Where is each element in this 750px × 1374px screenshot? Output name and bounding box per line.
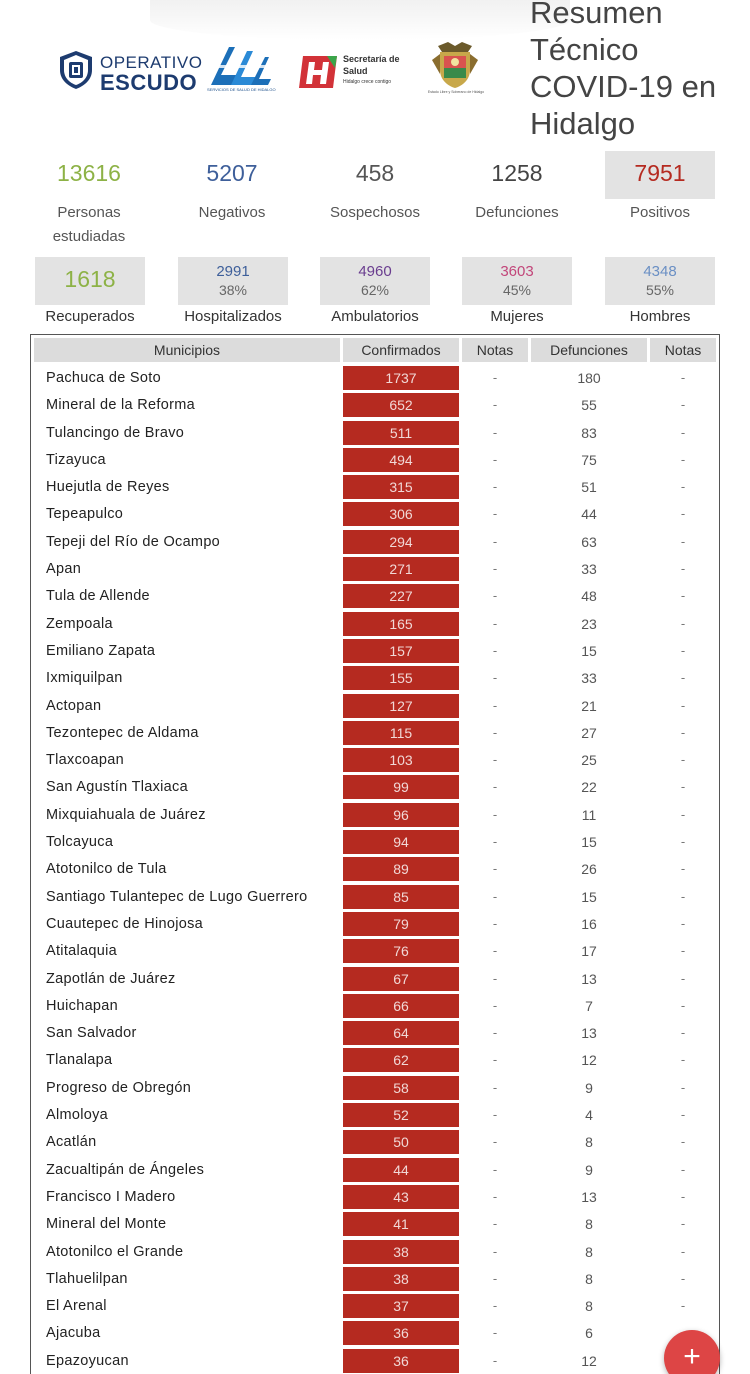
salud-logo-line3: Hidalgo crece contigo [343, 79, 392, 85]
cell-confirmados: 85 [343, 885, 459, 909]
cell-notas: - [492, 806, 498, 822]
cell-defunciones: 8 [585, 1270, 593, 1287]
cell-defunciones: 83 [581, 424, 597, 441]
cell-notas-2: - [680, 915, 686, 931]
cell-confirmados: 155 [343, 666, 459, 690]
cell-notas: - [492, 533, 498, 549]
cell-defunciones: 15 [581, 834, 597, 851]
cell-confirmados: 50 [343, 1130, 459, 1154]
title-line: COVID-19 en [530, 69, 717, 104]
cell-defunciones: 13 [581, 970, 597, 987]
cell-confirmados: 115 [343, 721, 459, 745]
cell-notas: - [492, 861, 498, 877]
stat-negativos [177, 160, 287, 225]
table-row [31, 829, 721, 856]
cell-defunciones: 12 [581, 1052, 597, 1069]
cell-notas-2: - [680, 397, 686, 413]
cell-defunciones: 180 [577, 370, 601, 386]
cell-defunciones: 13 [581, 1025, 597, 1042]
table-row [31, 938, 721, 965]
cell-notas: - [492, 506, 498, 522]
cell-municipio: Ixmiquilpan [46, 670, 123, 687]
municipios-table [30, 334, 720, 1374]
cell-notas: - [492, 1079, 498, 1095]
header-municipios: Municipios [34, 338, 340, 362]
cell-municipio: Tula de Allende [46, 588, 150, 605]
h-logo-icon [297, 54, 339, 90]
table-row [31, 474, 721, 501]
cell-notas-2: - [680, 806, 686, 822]
box-mujeres [462, 257, 572, 305]
table-row [31, 1157, 721, 1184]
cell-notas: - [492, 752, 498, 768]
cell-municipio: Almoloya [46, 1107, 109, 1124]
cell-notas-2: - [680, 697, 686, 713]
cell-confirmados: 89 [343, 857, 459, 881]
cell-notas: - [492, 779, 498, 795]
cell-defunciones: 63 [581, 533, 597, 550]
stat-value: 13616 [57, 160, 121, 186]
cell-notas-2: - [680, 451, 686, 467]
table-row [31, 1020, 721, 1047]
title-line: Resumen [530, 0, 663, 30]
cell-notas: - [492, 1188, 498, 1204]
box-label-recuperados: Recuperados [45, 308, 135, 325]
cell-confirmados: 271 [343, 557, 459, 581]
escudo-logo-line2: ESCUDO [100, 70, 198, 95]
cell-notas: - [492, 424, 498, 440]
cell-defunciones: 15 [581, 642, 597, 659]
cell-notas: - [492, 588, 498, 604]
cell-notas: - [492, 451, 498, 467]
cell-notas-2: - [680, 1216, 686, 1232]
cell-municipio: Ajacuba [46, 1325, 101, 1342]
cell-confirmados: 41 [343, 1212, 459, 1236]
table-row [31, 1075, 721, 1102]
header-notas-2: Notas [650, 338, 716, 362]
cell-confirmados: 36 [343, 1349, 459, 1373]
cell-defunciones: 23 [581, 615, 597, 632]
cell-notas: - [492, 615, 498, 631]
table-row [31, 365, 721, 392]
stat-defunciones [462, 160, 572, 225]
table-row [31, 1102, 721, 1129]
box-percent: 45% [502, 282, 532, 298]
cell-notas: - [492, 1025, 498, 1041]
cell-defunciones: 6 [585, 1325, 593, 1342]
cell-confirmados: 652 [343, 393, 459, 417]
box-recuperados [35, 257, 145, 305]
stat-label: Negativos [198, 204, 266, 221]
stat-personas-estudiadas [34, 160, 144, 249]
plus-icon: + [683, 1340, 701, 1373]
cell-defunciones: 15 [581, 888, 597, 905]
cell-notas-2: - [680, 1052, 686, 1068]
shield-icon [58, 50, 94, 90]
cell-notas: - [492, 479, 498, 495]
cell-municipio: Atitalaquia [46, 943, 118, 960]
table-row [31, 556, 721, 583]
cell-notas: - [492, 888, 498, 904]
salud-logo-line2: Salud [343, 66, 368, 76]
cell-notas: - [492, 397, 498, 413]
cell-confirmados: 67 [343, 967, 459, 991]
cell-municipio: Tlaxcoapan [46, 752, 124, 769]
coat-of-arms-logo [427, 40, 485, 100]
cell-notas: - [492, 1298, 498, 1314]
cell-municipio: Huejutla de Reyes [46, 479, 170, 496]
cell-municipio: Tizayuca [46, 451, 106, 468]
table-row [31, 665, 721, 692]
cell-notas-2: - [680, 479, 686, 495]
box-percent: 55% [645, 282, 675, 298]
cell-confirmados: 58 [343, 1076, 459, 1100]
coat-caption: Estado Libre y Soberano de Hidalgo [427, 90, 485, 94]
cell-confirmados: 306 [343, 502, 459, 526]
cell-notas: - [492, 1052, 498, 1068]
table-row [31, 1320, 721, 1347]
header-notas: Notas [462, 338, 528, 362]
cell-municipio: El Arenal [46, 1298, 107, 1315]
table-row [31, 693, 721, 720]
cell-defunciones: 75 [581, 451, 597, 468]
stat-sospechosos [320, 160, 430, 225]
cell-confirmados: 37 [343, 1294, 459, 1318]
stat-value: 1258 [491, 160, 543, 186]
cell-confirmados: 64 [343, 1021, 459, 1045]
cell-notas: - [492, 724, 498, 740]
cell-confirmados: 103 [343, 748, 459, 772]
cell-municipio: Tulancingo de Bravo [46, 424, 185, 441]
cell-notas: - [492, 370, 498, 385]
coat-of-arms-icon [430, 40, 480, 90]
table-row [31, 966, 721, 993]
cell-notas: - [492, 1325, 498, 1341]
cell-notas-2: - [680, 642, 686, 658]
cell-notas: - [492, 1243, 498, 1259]
salud-logo-line1: Secretaría de [343, 54, 400, 64]
cell-notas-2: - [680, 1025, 686, 1041]
operativo-escudo-logo [58, 50, 203, 95]
header-defunciones: Defunciones [531, 338, 647, 362]
box-percent: 38% [218, 282, 248, 298]
title-line: Técnico [530, 32, 639, 67]
cell-defunciones: 33 [581, 670, 597, 687]
stat-positivos [605, 160, 715, 225]
servicios-salud-logo [207, 45, 276, 92]
cell-confirmados: 44 [343, 1158, 459, 1182]
table-row [31, 720, 721, 747]
box-value: 4348 [643, 263, 677, 280]
cell-notas-2: - [680, 1134, 686, 1150]
cell-notas-2: - [680, 1188, 686, 1204]
stat-label: Sospechosos [329, 204, 421, 221]
cell-notas-2: - [680, 724, 686, 740]
cell-confirmados: 1737 [343, 366, 459, 390]
cell-defunciones: 22 [581, 779, 597, 796]
cell-confirmados: 79 [343, 912, 459, 936]
cell-confirmados: 38 [343, 1267, 459, 1291]
table-row [31, 1211, 721, 1238]
cell-notas-2: - [680, 615, 686, 631]
cell-defunciones: 55 [581, 397, 597, 414]
cell-defunciones: 8 [585, 1243, 593, 1260]
cell-defunciones: 27 [581, 724, 597, 741]
table-row [31, 392, 721, 419]
box-value: 4960 [358, 263, 392, 280]
ssh-mark-icon [207, 45, 272, 87]
cell-notas-2: - [680, 943, 686, 959]
ssh-caption: SERVICIOS DE SALUD DE HIDALGO [207, 87, 276, 92]
cell-municipio: Apan [46, 561, 82, 578]
cell-notas-2: - [680, 834, 686, 850]
cell-municipio: Mineral de la Reforma [46, 397, 195, 414]
cell-municipio: Francisco I Madero [46, 1188, 176, 1205]
cell-municipio: Tlanalapa [46, 1052, 113, 1069]
cell-confirmados: 511 [343, 421, 459, 445]
cell-confirmados: 76 [343, 939, 459, 963]
stat-value: 7951 [634, 160, 686, 186]
stat-value: 458 [355, 160, 395, 186]
box-value: 2991 [216, 263, 250, 280]
box-value: 3603 [500, 263, 534, 280]
cell-notas: - [492, 834, 498, 850]
cell-municipio: Mixquiahuala de Juárez [46, 806, 206, 823]
box-value: 1618 [64, 266, 116, 292]
cell-defunciones: 12 [581, 1352, 597, 1369]
cell-notas-2: - [680, 424, 686, 440]
cell-notas-2: - [680, 888, 686, 904]
cell-confirmados: 66 [343, 994, 459, 1018]
cell-municipio: Tepeapulco [46, 506, 124, 523]
table-row [31, 501, 721, 528]
cell-defunciones: 8 [585, 1216, 593, 1233]
stat-label-line: estudiadas [52, 228, 126, 245]
cell-notas: - [492, 670, 498, 686]
cell-notas-2: - [680, 970, 686, 986]
cell-municipio: Tezontepec de Aldama [46, 724, 199, 741]
cell-notas: - [492, 1134, 498, 1150]
logo-strip [55, 40, 485, 102]
stat-label-line: Personas [57, 204, 121, 221]
cell-defunciones: 11 [581, 806, 597, 823]
cell-municipio: San Salvador [46, 1025, 137, 1042]
secretaria-salud-logo [297, 50, 412, 92]
cell-defunciones: 13 [581, 1188, 597, 1205]
cell-confirmados: 38 [343, 1240, 459, 1264]
cell-defunciones: 7 [585, 997, 593, 1014]
table-row [31, 611, 721, 638]
top-shadow-decoration [150, 0, 570, 40]
cell-confirmados: 157 [343, 639, 459, 663]
cell-confirmados: 96 [343, 803, 459, 827]
cell-municipio: Actopan [46, 697, 102, 714]
cell-municipio: Atotonilco de Tula [46, 861, 167, 878]
cell-municipio: Zempoala [46, 615, 113, 632]
table-row [31, 993, 721, 1020]
table-row [31, 802, 721, 829]
cell-confirmados: 43 [343, 1185, 459, 1209]
table-row [31, 583, 721, 610]
cell-notas-2: - [680, 997, 686, 1013]
table-row [31, 911, 721, 938]
cell-defunciones: 48 [581, 588, 597, 605]
cell-notas-2: - [680, 561, 686, 577]
cell-notas: - [492, 697, 498, 713]
cell-notas: - [492, 1161, 498, 1177]
cell-municipio: Tolcayuca [46, 834, 114, 851]
cell-municipio: Santiago Tulantepec de Lugo Guerrero [46, 888, 308, 905]
cell-municipio: Zapotlán de Juárez [46, 970, 176, 987]
cell-defunciones: 4 [585, 1107, 593, 1124]
cell-confirmados: 227 [343, 584, 459, 608]
cell-defunciones: 17 [581, 943, 597, 960]
box-label-ambulatorios: Ambulatorios [331, 308, 419, 325]
cell-notas-2: - [680, 1298, 686, 1314]
page-title [530, 0, 745, 142]
cell-notas-2: - [680, 1270, 686, 1286]
cell-notas: - [492, 970, 498, 986]
cell-notas-2: - [680, 506, 686, 522]
cell-notas-2: - [680, 1161, 686, 1177]
cell-defunciones: 8 [585, 1134, 593, 1151]
cell-notas: - [492, 1352, 498, 1368]
header-confirmados: Confirmados [343, 338, 459, 362]
cell-notas-2: - [680, 1079, 686, 1095]
cell-notas: - [492, 1270, 498, 1286]
table-row [31, 747, 721, 774]
cell-municipio: Atotonilco el Grande [46, 1243, 184, 1260]
cell-municipio: Pachuca de Soto [46, 370, 161, 386]
table-row [31, 1239, 721, 1266]
cell-confirmados: 494 [343, 448, 459, 472]
cell-municipio: Zacualtipán de Ángeles [46, 1161, 205, 1178]
stat-value: 5207 [206, 160, 258, 186]
cell-defunciones: 8 [585, 1298, 593, 1315]
table-row [31, 1293, 721, 1320]
cell-notas-2: - [680, 752, 686, 768]
table-row [31, 774, 721, 801]
box-hospitalizados [178, 257, 288, 305]
box-ambulatorios [320, 257, 430, 305]
cell-defunciones: 25 [581, 752, 597, 769]
table-body [31, 365, 721, 1374]
cell-municipio: Mineral del Monte [46, 1216, 167, 1233]
cell-municipio: Acatlán [46, 1134, 97, 1151]
cell-notas-2: - [680, 670, 686, 686]
cell-municipio: Emiliano Zapata [46, 642, 156, 659]
cell-notas-2: - [680, 533, 686, 549]
cell-defunciones: 51 [581, 479, 597, 496]
table-row [31, 1184, 721, 1211]
cell-confirmados: 99 [343, 775, 459, 799]
cell-municipio: Cuautepec de Hinojosa [46, 915, 204, 932]
box-label-hospitalizados: Hospitalizados [184, 308, 282, 325]
cell-confirmados: 36 [343, 1321, 459, 1345]
cell-confirmados: 52 [343, 1103, 459, 1127]
cell-defunciones: 26 [581, 861, 597, 878]
table-row [31, 638, 721, 665]
table-row [31, 1266, 721, 1293]
cell-municipio: Progreso de Obregón [46, 1079, 192, 1096]
cell-municipio: Epazoyucan [46, 1352, 129, 1369]
cell-defunciones: 16 [581, 915, 597, 932]
cell-notas-2: - [680, 1107, 686, 1123]
cell-defunciones: 9 [585, 1161, 593, 1178]
box-percent: 62% [360, 282, 390, 298]
table-row [31, 1129, 721, 1156]
table-row [31, 529, 721, 556]
cell-notas: - [492, 1216, 498, 1232]
cell-municipio: Huichapan [46, 997, 119, 1014]
stat-label: Defunciones [475, 204, 559, 221]
cell-confirmados: 127 [343, 694, 459, 718]
cell-confirmados: 62 [343, 1048, 459, 1072]
cell-municipio: Tlahuelilpan [46, 1270, 128, 1287]
table-row [31, 856, 721, 883]
box-label-mujeres: Mujeres [490, 308, 544, 325]
cell-confirmados: 94 [343, 830, 459, 854]
cell-notas-2: - [680, 861, 686, 877]
table-row [31, 420, 721, 447]
cell-municipio: Tepeji del Río de Ocampo [46, 533, 221, 550]
cell-defunciones: 44 [581, 506, 597, 523]
table-row [31, 1047, 721, 1074]
cell-notas: - [492, 915, 498, 931]
stat-label: Positivos [629, 204, 691, 221]
table-row [31, 884, 721, 911]
box-hombres [605, 257, 715, 305]
cell-municipio: San Agustín Tlaxiaca [46, 779, 188, 796]
cell-notas-2: - [680, 779, 686, 795]
cell-notas: - [492, 1107, 498, 1123]
cell-confirmados: 294 [343, 530, 459, 554]
cell-defunciones: 21 [581, 697, 597, 714]
cell-defunciones: 33 [581, 561, 597, 578]
cell-notas: - [492, 642, 498, 658]
cell-notas-2: - [680, 1243, 686, 1259]
cell-notas-2: - [680, 370, 686, 385]
cell-notas: - [492, 943, 498, 959]
title-line: Hidalgo [530, 106, 636, 141]
cell-notas: - [492, 997, 498, 1013]
cell-notas: - [492, 561, 498, 577]
escudo-logo-line1: OPERATIVO [100, 53, 203, 72]
cell-defunciones: 9 [585, 1079, 593, 1096]
cell-notas-2: - [680, 588, 686, 604]
stat-label [34, 201, 144, 249]
cell-confirmados: 315 [343, 475, 459, 499]
table-row [31, 1348, 721, 1374]
box-label-hombres: Hombres [629, 308, 691, 325]
cell-confirmados: 165 [343, 612, 459, 636]
table-row [31, 447, 721, 474]
